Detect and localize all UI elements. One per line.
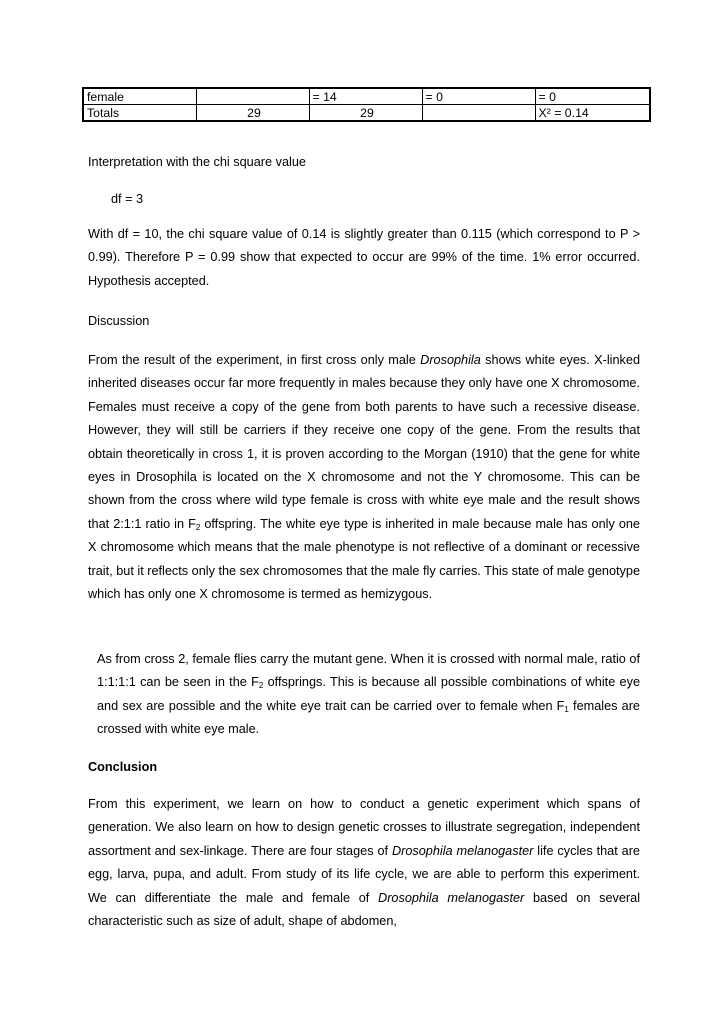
results-table: [82, 87, 651, 122]
table-cell: female: [83, 88, 196, 105]
interpretation-paragraph: With df = 10, the chi square value of 0.14 is slightly greater than 0.115 (which correspond to P > 0.99). Therefore P = 0.99 show that expected to occur are 99% of the time. 1% error occurred. Hypothesis accepted.: [88, 227, 640, 288]
discussion-heading: Discussion: [88, 314, 150, 328]
table-cell: = 14: [309, 88, 422, 105]
table-row-female: [83, 88, 650, 105]
table-cell: Totals: [83, 105, 196, 122]
table-cell: 29: [309, 105, 422, 122]
discussion-paragraph-2: As from cross 2, female flies carry the mutant gene. When it is crossed with normal male, ratio of 1:1:1:1 can be seen in the $F_2$ offsprings. This is because all possible combinations of white eye and sex are possible and the white eye trait can be carried over to female when $F_1$ females are crossed with white eye male.: [97, 652, 640, 737]
conclusion-paragraph: From this experiment, we learn on how to conduct a genetic experiment which spans of generation. We also learn on how to design genetic crosses to illustrate segregation, independent assortment and sex-linkage. There are four stages of Drosophila melanogaster life cycles that are egg, larva, pupa, and adult. From study of its life cycle, we are able to perform this experiment. We can differentiate the male and female of Drosophila melanogaster based on several characteristic such as size of adult, shape of abdomen,: [88, 797, 641, 929]
table-cell: 29: [196, 105, 309, 122]
table-cell: = 0: [535, 88, 650, 105]
discussion-paragraph-1: From the result of the experiment, in first cross only male Drosophila shows white eyes. X-linked inherited diseases occur far more frequently in males because they only have one X chromosome. Females must receive a copy of the gene from both parents to have such a recessive disease. However, they will still be carriers if they receive one copy of the gene. From the results that obtain theoretically in cross 1, it is proven according to the Morgan (1910) that the gene for white eyes in Drosophila is located on the X chromosome and not the Y chromosome. This can be shown from the cross where wild type female is cross with white eye male and the result shows that 2:1:1 ratio in $F_2$ offspring. The white eye type is inherited in male because male has only one X chromosome which means that the male phenotype is not reflective of a dominant or recessive trait, but it reflects only the sex chromosomes that the male fly carries. This state of male genotype which has only one X chromosome is termed as hemizygous.: [88, 353, 641, 602]
conclusion-heading: Conclusion: [88, 760, 158, 774]
interpretation-heading: Interpretation with the chi square value: [88, 155, 306, 169]
degrees-of-freedom: df = 3: [111, 192, 144, 206]
table-row-totals: [83, 105, 650, 122]
table-cell: = 0: [422, 88, 535, 105]
table-cell: [422, 105, 535, 122]
table-cell: [196, 88, 309, 105]
table-cell: X² = 0.14: [535, 105, 650, 122]
